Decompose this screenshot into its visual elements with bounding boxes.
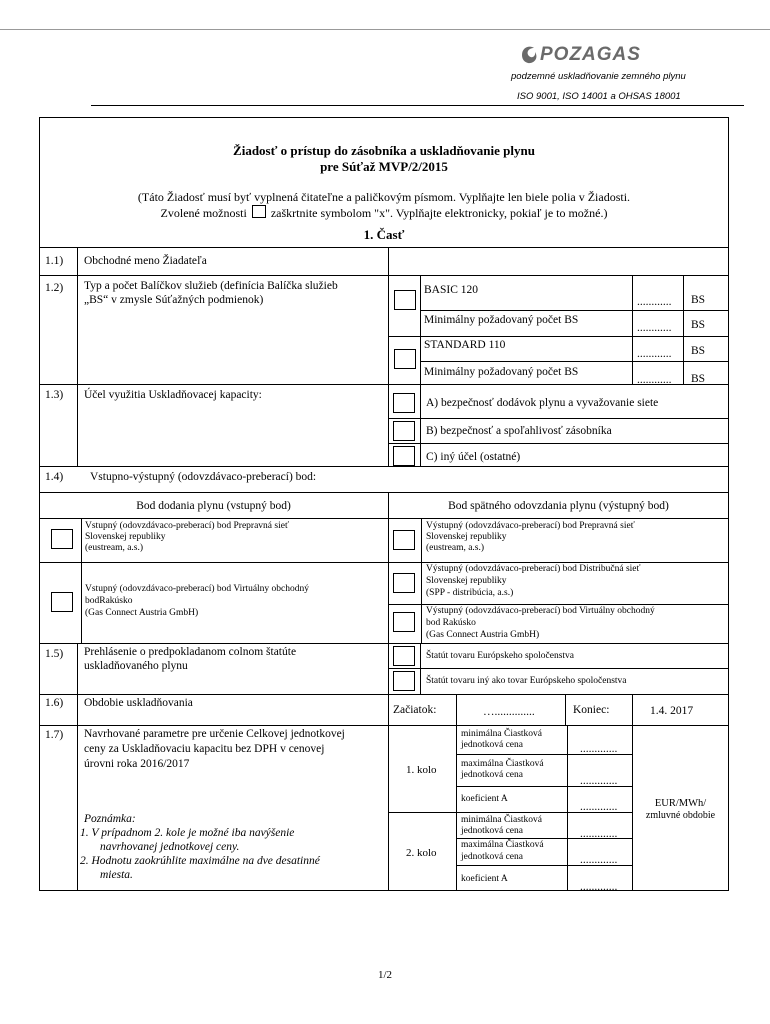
r1-coef-input[interactable]: ............. xyxy=(580,801,618,813)
divider xyxy=(683,275,684,384)
row-1-3-label: Účel využitia Uskladňovacej kapacity: xyxy=(84,389,262,401)
purpose-a-checkbox[interactable] xyxy=(393,393,415,413)
min-count-label-1: Minimálny požadovaný počet BS xyxy=(424,314,579,326)
row-1-1-label: Obchodné meno Žiadateľa xyxy=(84,255,207,267)
standard-110-checkbox[interactable] xyxy=(394,349,416,369)
instructions-line2 xyxy=(39,205,729,221)
entry-gca-line2: bodRakúsko xyxy=(85,596,133,606)
r1-max-label-1: maximálna Čiastková xyxy=(461,759,544,769)
standard-label: STANDARD 110 xyxy=(424,339,506,351)
r1-min-label-2: jednotková cena xyxy=(461,740,523,750)
divider xyxy=(420,310,729,311)
row-1-2-num: 1.2) xyxy=(45,282,64,294)
row-1-1-num: 1.1) xyxy=(45,255,64,267)
page-number: 1/2 xyxy=(377,969,393,981)
bs-unit: BS xyxy=(691,373,706,385)
logo-text: POZAGAS xyxy=(540,44,641,65)
divider xyxy=(565,694,566,725)
divider xyxy=(420,361,729,362)
divider xyxy=(388,275,389,466)
header-iso: ISO 9001, ISO 14001 a OHSAS 18001 xyxy=(517,91,681,102)
note-1b: navrhovanej jednotkovej ceny. xyxy=(100,841,240,853)
exit-eustream-line3: (eustream, a.s.) xyxy=(426,543,485,553)
entry-point-header: Bod dodania plynu (vstupný bod) xyxy=(136,500,291,512)
exit-gca-line3: (Gas Connect Austria GmbH) xyxy=(426,630,540,640)
entry-eustream-line1: Vstupný (odovzdávaco-preberací) bod Prepravná sieť xyxy=(85,521,290,531)
exit-eustream-checkbox[interactable] xyxy=(393,530,415,550)
note-2a: 2. Hodnotu zaokrúhlite maximálne na dve desatinné xyxy=(80,855,320,867)
divider xyxy=(388,336,729,337)
row-1-5-label-1: Prehlásenie o predpokladanom colnom štatúte xyxy=(84,646,297,658)
entry-eustream-checkbox[interactable] xyxy=(51,529,73,549)
r2-max-input[interactable]: ............. xyxy=(580,854,618,866)
divider xyxy=(420,275,421,384)
r2-coef-label: koeficient A xyxy=(461,874,508,884)
exit-eustream-line2: Slovenskej republiky xyxy=(426,532,507,542)
basic-120-checkbox[interactable] xyxy=(394,290,416,310)
price-unit-1: EUR/MWh/ xyxy=(654,798,707,809)
bs-unit: BS xyxy=(691,319,706,331)
num-col-divider xyxy=(77,643,78,891)
divider xyxy=(567,725,568,891)
sample-checkbox xyxy=(252,205,266,218)
row-1-6-num: 1.6) xyxy=(45,697,64,709)
round-1-label: 1. kolo xyxy=(406,764,437,776)
divider xyxy=(39,492,729,493)
applicant-name-input[interactable] xyxy=(389,248,728,274)
r1-max-label-2: jednotková cena xyxy=(461,770,523,780)
divider xyxy=(388,443,729,444)
divider xyxy=(39,384,729,385)
start-date-input[interactable]: ….............. xyxy=(483,706,535,718)
r2-min-label-1: minimálna Čiastková xyxy=(461,815,543,825)
r2-min-input[interactable]: ............. xyxy=(580,828,618,840)
min-count-input-1[interactable]: ............ xyxy=(637,322,672,334)
r2-max-label-2: jednotková cena xyxy=(461,852,523,862)
row-1-3-num: 1.3) xyxy=(45,389,64,401)
r2-min-label-2: jednotková cena xyxy=(461,826,523,836)
r1-min-label-1: minimálna Čiastková xyxy=(461,729,543,739)
divider xyxy=(421,518,422,643)
divider xyxy=(388,604,729,605)
row-1-6-label: Obdobie uskladňovania xyxy=(84,697,193,709)
r2-max-label-1: maximálna Čiastková xyxy=(461,840,544,850)
header-rule xyxy=(91,105,744,106)
divider xyxy=(420,384,421,466)
exit-eustream-line1: Výstupný (odovzdávaco-preberací) bod Prepravná sieť xyxy=(426,521,635,531)
divider xyxy=(388,492,389,643)
exit-spp-line3: (SPP - distribúcia, a.s.) xyxy=(426,588,514,598)
entry-gca-checkbox[interactable] xyxy=(51,592,73,612)
entry-gca-line1: Vstupný (odovzdávaco-preberací) bod Virtuálny obchodný xyxy=(85,584,310,594)
row-1-4-label: Vstupno-výstupný (odovzdávaco-preberací) bod: xyxy=(90,471,317,483)
r1-min-input[interactable]: ............. xyxy=(580,743,618,755)
divider xyxy=(388,418,729,419)
note-2b: miesta. xyxy=(100,869,133,881)
end-date-value: 1.4. 2017 xyxy=(650,705,694,717)
r1-max-input[interactable]: ............. xyxy=(580,775,618,787)
start-label: Začiatok: xyxy=(393,704,437,716)
divider xyxy=(632,694,633,891)
purpose-c-label: C) iný účel (ostatné) xyxy=(426,451,521,463)
customs-ec-label: Štatút tovaru Európskeho spoločenstva xyxy=(426,651,575,661)
basic-label: BASIC 120 xyxy=(424,284,478,296)
note xyxy=(80,812,320,882)
end-label: Koniec: xyxy=(573,704,610,716)
entry-eustream-line3: (eustream, a.s.) xyxy=(85,543,144,553)
r2-coef-input[interactable]: ............. xyxy=(580,881,618,893)
bs-unit: BS xyxy=(691,294,706,306)
row-1-7-label-2: ceny za Uskladňovaciu kapacitu bez DPH v cenovej xyxy=(84,743,325,755)
divider xyxy=(456,694,457,891)
row-1-4-num: 1.4) xyxy=(45,471,64,483)
basic-count-input[interactable]: ............ xyxy=(637,296,672,308)
exit-spp-line2: Slovenskej republiky xyxy=(426,576,507,586)
customs-non-ec-label: Štatút tovaru iný ako tovar Európskeho spoločenstva xyxy=(426,676,627,686)
top-rule xyxy=(0,29,770,30)
r1-coef-label: koeficient A xyxy=(461,794,508,804)
customs-ec-checkbox[interactable] xyxy=(393,646,415,666)
pozagas-logo xyxy=(520,44,680,66)
row-1-5-label-2: uskladňovaného plynu xyxy=(84,660,188,672)
customs-non-ec-checkbox[interactable] xyxy=(393,671,415,691)
exit-spp-checkbox[interactable] xyxy=(393,573,415,593)
bs-unit: BS xyxy=(691,345,706,357)
row-1-5-num: 1.5) xyxy=(45,648,64,660)
exit-spp-line1: Výstupný (odovzdávaco-preberací) bod Distribučná sieť xyxy=(426,564,641,574)
min-count-input-2[interactable]: ............ xyxy=(637,374,672,386)
num-col-divider xyxy=(77,247,78,466)
divider xyxy=(39,466,729,467)
entry-gca-line3: (Gas Connect Austria GmbH) xyxy=(85,608,199,618)
row-1-7-label-1: Navrhované parametre pre určenie Celkovej jednotkovej xyxy=(84,728,345,740)
form-title-line1: Žiadosť o prístup do zásobníka a uskladňovanie plynu xyxy=(233,143,535,158)
divider xyxy=(39,643,729,644)
price-unit-2: zmluvné obdobie xyxy=(645,810,716,821)
exit-point-header: Bod spätného odovzdania plynu (výstupný bod) xyxy=(448,500,669,512)
divider xyxy=(81,518,82,643)
purpose-a-label: A) bezpečnosť dodávok plynu a vyvažovanie siete xyxy=(426,397,659,409)
entry-eustream-line2: Slovenskej republiky xyxy=(85,532,166,542)
divider xyxy=(39,275,729,276)
instructions-line2b: zaškrtnite symbolom "x". Vyplňajte elektronicky, pokiaľ je to možné.) xyxy=(270,206,608,220)
section-heading: 1. Časť xyxy=(363,227,405,242)
note-title: Poznámka: xyxy=(84,813,136,825)
form-instructions xyxy=(39,190,729,221)
purpose-b-label: B) bezpečnosť a spoľahlivosť zásobníka xyxy=(426,425,612,437)
purpose-c-checkbox[interactable] xyxy=(393,446,415,466)
note-1a: 1. V prípadnom 2. kole je možné iba navýšenie xyxy=(80,827,295,839)
header-subtitle: podzemné uskladňovanie zemného plynu xyxy=(511,71,686,82)
row-1-7-label-3: úrovni roka 2016/2017 xyxy=(84,758,190,770)
divider xyxy=(388,694,389,891)
divider xyxy=(39,725,729,726)
round-2-label: 2. kolo xyxy=(406,847,437,859)
row-1-2-label-1: Typ a počet Balíčkov služieb (definícia Balíčka služieb xyxy=(84,280,338,292)
divider xyxy=(39,562,729,563)
divider xyxy=(388,668,729,669)
form-title-line2: pre Súťaž MVP/2/2015 xyxy=(320,159,448,174)
standard-count-input[interactable]: ............ xyxy=(637,348,672,360)
divider xyxy=(39,694,729,695)
purpose-b-checkbox[interactable] xyxy=(393,421,415,441)
instructions-line2a: Zvolené možnosti xyxy=(160,206,247,220)
divider xyxy=(39,518,729,519)
exit-gca-line1: Výstupný (odovzdávaco-preberací) bod Virtuálny obchodný xyxy=(426,606,655,616)
row-1-7-num: 1.7) xyxy=(45,729,64,741)
row-1-2-label-2: „BS“ v zmysle Súťažných podmienok) xyxy=(84,294,264,306)
exit-gca-checkbox[interactable] xyxy=(393,612,415,632)
min-count-label-2: Minimálny požadovaný počet BS xyxy=(424,366,579,378)
form-title xyxy=(39,143,729,175)
divider xyxy=(632,275,633,384)
instructions-line1: (Táto Žiadosť musí byť vyplnená čitateľne a paličkovým písmom. Vyplňajte len biele polia v Žiadosti. xyxy=(137,190,631,204)
exit-gca-line2: bod Rakúsko xyxy=(426,618,476,628)
